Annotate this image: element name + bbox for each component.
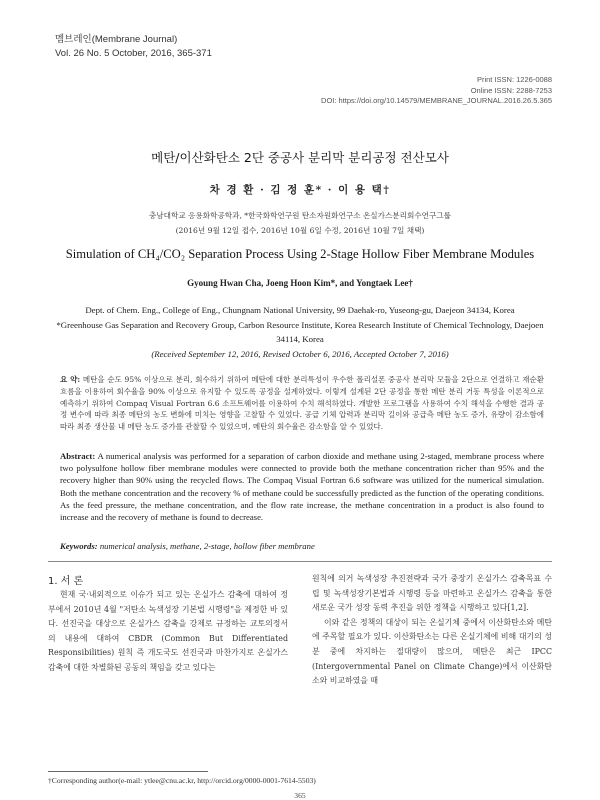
affiliation-english-2: *Greenhouse Gas Separation and Recovery Group, Carbon Resource Institute, Korea Research Institute of Chemical Technology, Daejoen 34114, Korea xyxy=(56,319,544,344)
title-korean: 메탄/이산화탄소 2단 중공사 분리막 분리공정 전산모사 xyxy=(151,150,449,165)
abstract-korean xyxy=(60,374,544,433)
authors-english: Gyoung Hwan Cha, Joeng Hoon Kim*, and Yongtaek Lee† xyxy=(187,278,413,288)
journal-header xyxy=(55,33,212,61)
footnote-corresponding-author: †Corresponding author(e-mail: ytlee@cnu.ac.kr, http://orcid.org/0000-0001-7614-5503) xyxy=(48,776,316,785)
abstract-english xyxy=(60,450,544,523)
keywords-label: Keywords: xyxy=(60,541,98,551)
paragraph: 이와 같은 정책의 대상이 되는 온실기체 중에서 이산화탄소와 메탄에 주목할 필요가 있다. 이산화탄소는 다른 온실기체에 비해 대기의 성분 중에 차지하는 절대량이 많으며, 메탄은 최근 IPCC (Intergovernmental Panel on Climate Change)에서 이산화탄소와 비교하였을 때 xyxy=(312,617,552,686)
dates-english: (Received September 12, 2016, Revised October 6, 2016, Accepted October 7, 2016) xyxy=(151,348,449,359)
abstract-english-label: Abstract: xyxy=(60,451,96,461)
affiliation-english-block xyxy=(48,303,552,361)
column-left xyxy=(48,588,288,676)
affiliation-korean-block xyxy=(0,208,600,238)
issn-block xyxy=(321,75,552,107)
footnote-rule xyxy=(48,771,208,772)
paragraph: 현재 국·내외적으로 이슈가 되고 있는 온실가스 감축에 대하여 정부에서 2010년 4월 "저탄소 녹색성장 기본법 시행령"을 제정한 바 있다. 선진국을 대상으로 온실가스 감축을 강제로 규정하는 교토의정서의 내용에 대하여 CBDR (Common But Differentiated Responsibilities) 원칙 즉 개도국도 선진국과 마찬가지로 온실가스 감축에 대한 차별화된 공동의 책임을 갖고 있다는 xyxy=(48,590,288,672)
keywords xyxy=(60,541,544,551)
keywords-text: numerical analysis, methane, 2-stage, hollow fiber membrane xyxy=(99,541,315,551)
authors-korean: 차 경 환 · 김 정 훈* · 이 용 택† xyxy=(209,184,391,196)
section-heading-introduction: 1. 서 론 xyxy=(48,576,84,587)
journal-name: 멤브레인(Membrane Journal) xyxy=(55,34,178,45)
page-number: 365 xyxy=(294,791,306,800)
journal-volume: Vol. 26 No. 5 October, 2016, 365-371 xyxy=(55,48,212,59)
print-issn: Print ISSN: 1226-0088 xyxy=(476,75,552,84)
section-divider xyxy=(48,561,552,562)
title-english: Simulation of CH₄/CO₂ Separation Process Using 2-Stage Hollow Fiber Membrane Modules xyxy=(65,247,535,261)
paragraph: 원칙에 의거 녹색성장 추진전략과 국가 중장기 온실가스 감축목표 수립 및 녹색성장기본법과 시행령 등을 마련하고 온실가스 감축을 통한 새로운 국가 성장 동력 추진을 위한 정책을 시행하고 있다[1,2]. xyxy=(312,574,552,613)
abstract-korean-text: 메탄을 순도 95% 이상으로 분리, 회수하기 위하여 메탄에 대한 분리특성이 우수한 폴리설폰 중공사 분리막 모듈을 2단으로 연결하고 재순환 흐름을 이용하여 회수율을 90% 이상으로 유지할 수 있도록 공정을 설계하였다. 이렇게 설계된 2단 공정을 통한 메탄 분리 거동 특성을 이론적으로 예측하기 위하여 Compaq Visual Fortran 6.6 소프트웨어를 이용하여 수치 해석하였다. 개발한 프로그램을 사용하여 수치 해석을 수행한 결과 공정 변수에 따라 최종 메탄의 농도 변화에 미치는 영향을 고찰할 수 있었다. 공급 기체 압력과 분리막 길이와 공급측 메탄 농도 증가, 유량이 감소함에 따라 최종 생산물 내 메탄 농도 증가를 관찰할 수 있었으며, 메탄의 회수율은 감소함을 알 수 있었다. xyxy=(60,375,544,432)
affiliation-korean: 충남대학교 응용화학공학과, *한국화학연구원 탄소자원화연구소 온실가스분리회수연구그룹 xyxy=(149,211,451,220)
affiliation-english-1: Dept. of Chem. Eng., College of Eng., Chungnam National University, 99 Daehak-ro, Yuseong-gu, Daejeon 34134, Korea xyxy=(85,305,515,315)
doi: DOI: https://doi.org/10.14579/MEMBRANE_JOURNAL.2016.26.5.365 xyxy=(321,96,552,105)
online-issn: Online ISSN: 2288-7253 xyxy=(470,85,552,95)
abstract-english-text: A numerical analysis was performed for a separation of carbon dioxide and methane using 2-staged, membrane process where two polysulfone hollow fiber membrane modules were connected to provide both the methane concentration richer than 95% and the recovery higher than 90% using the recycled flows. The Compaq Visual Fortran 6.6 software was utilized for the numerical simulation. Both the methane concentration and the recovery % of methane could be successfully predicted as the function of the operating conditions. As the feed pressure, the methane concentration, and the flow rate increase, the methane concentration in a product is also found to increase and the recovery of methane is found to decrease. xyxy=(60,451,544,523)
column-right xyxy=(312,572,552,689)
abstract-korean-label: 요 약: xyxy=(60,375,81,384)
dates-korean: (2016년 9월 12일 접수, 2016년 10월 6일 수정, 2016년 10월 7일 채택) xyxy=(175,226,425,235)
